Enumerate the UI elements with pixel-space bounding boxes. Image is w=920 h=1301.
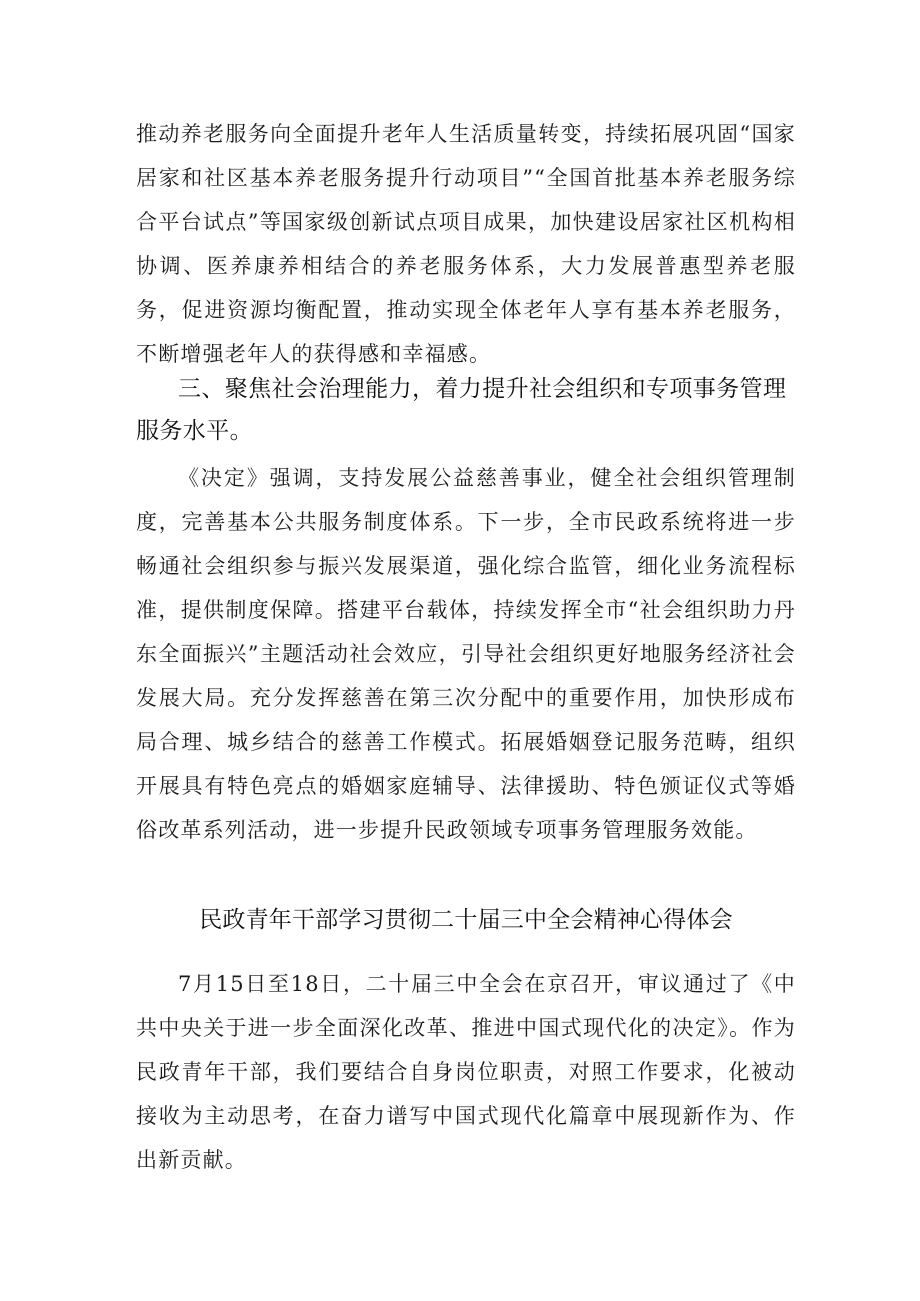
article-title: 民政青年干部学习贯彻二十届三中全会精神心得体会 (199, 907, 733, 933)
paragraph-plenum-intro: 7月15日至18日，二十届三中全会在京召开，审议通过了《中共中央关于进一步全面深化改革、推进中国式现代化的决定》。作为民政青年干部，我们要结合自身岗位职责，对照工作要求，化被动接收为主动思考，在奋力谱写中国式现代化篇章中展现新作为、作出新贡献。 (136, 972, 796, 1172)
section-3-heading: 三、聚焦社会治理能力，着力提升社会组织和专项事务管理服务水平。 (136, 376, 787, 444)
paragraph-social-governance: 《决定》强调，支持发展公益慈善事业，健全社会组织管理制度，完善基本公共服务制度体系。下一步，全市民政系统将进一步畅通社会组织参与振兴发展渠道，强化综合监管，细化业务流程标准，提供制度保障。搭建平台载体，持续发挥全市“社会组织助力丹东全面振兴”主题活动社会效应，引导社会组织更好地服务经济社会发展大局。充分发挥慈善在第三次分配中的重要作用，加快形成布局合理、城乡结合的慈善工作模式。拓展婚姻登记服务范畴，组织开展具有特色亮点的婚姻家庭辅导、法律援助、特色颁证仪式等婚俗改革系列活动，进一步提升民政领域专项事务管理服务效能。 (136, 466, 796, 842)
paragraph-elderly-care: 推动养老服务向全面提升老年人生活质量转变，持续拓展巩固“国家居家和社区基本养老服务提升行动项目”“全国首批基本养老服务综合平台试点”等国家级创新试点项目成果，加快建设居家社区机构相协调、医养康养相结合的养老服务体系，大力发展普惠型养老服务，促进资源均衡配置，推动实现全体老年人享有基本养老服务，不断增强老年人的获得感和幸福感。 (136, 122, 796, 366)
